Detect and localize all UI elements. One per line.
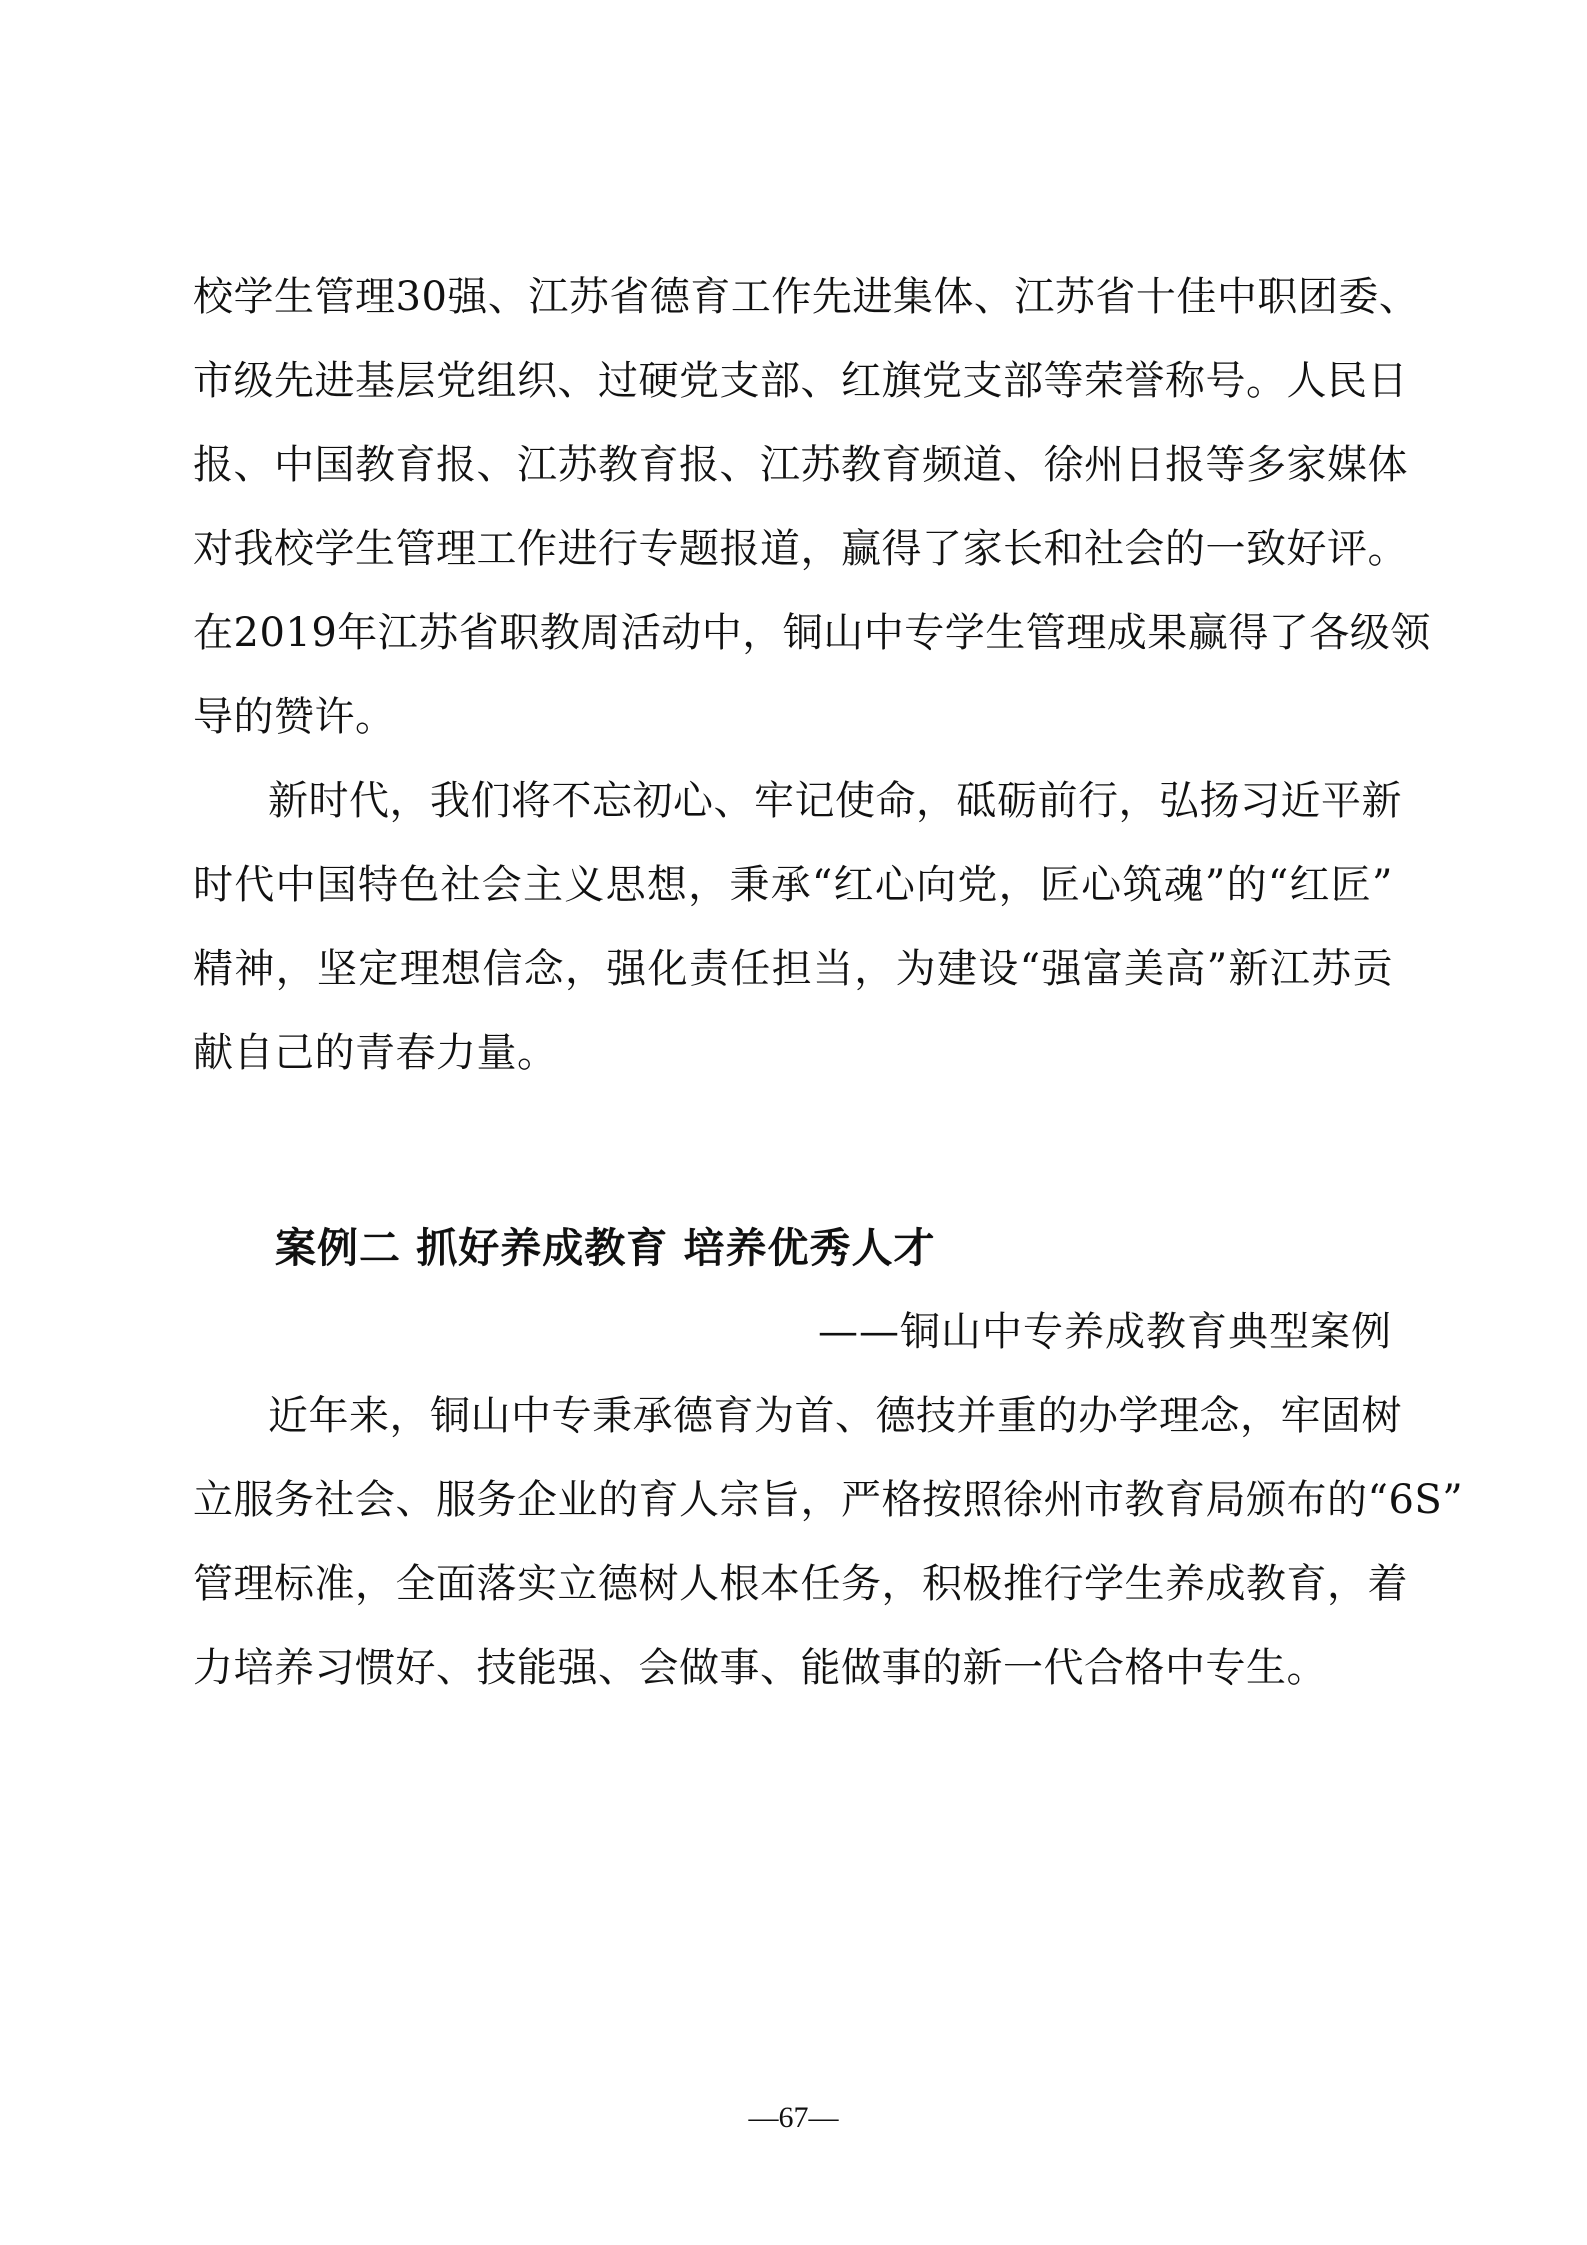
paragraph-line: 力培养习惯好、技能强、会做事、能做事的新一代合格中专生。 [193, 1645, 1327, 1691]
page-number: —67— [748, 2101, 839, 2134]
case-subtitle: ——铜山中专养成教育典型案例 [818, 1309, 1392, 1355]
paragraph-line: 新时代，我们将不忘初心、牢记使命，砥砺前行，弘扬习近平新 [268, 778, 1402, 824]
paragraph-line: 导的赞许。 [193, 694, 396, 740]
case-title: 案例二 抓好养成教育 培养优秀人才 [275, 1224, 936, 1272]
paragraph-line: 献自己的青春力量。 [193, 1030, 558, 1076]
paragraph-line: 校学生管理30强、江苏省德育工作先进集体、江苏省十佳中职团委、 [193, 274, 1420, 320]
paragraph-line: 市级先进基层党组织、过硬党支部、红旗党支部等荣誉称号。人民日 [193, 358, 1408, 404]
paragraph-line: 精神，坚定理想信念，强化责任担当，为建设“强富美高”新江苏贡 [193, 946, 1393, 992]
paragraph-line: 管理标准，全面落实立德树人根本任务，积极推行学生养成教育，着 [193, 1561, 1408, 1607]
paragraph-line: 近年来，铜山中专秉承德育为首、德技并重的办学理念，牢固树 [268, 1393, 1402, 1439]
paragraph-line: 立服务社会、服务企业的育人宗旨，严格按照徐州市教育局颁布的“6S” [193, 1477, 1464, 1523]
paragraph-line: 时代中国特色社会主义思想，秉承“红心向党，匠心筑魂”的“红匠” [193, 862, 1393, 908]
paragraph-line: 报、中国教育报、江苏教育报、江苏教育频道、徐州日报等多家媒体 [193, 442, 1408, 488]
paragraph-line: 对我校学生管理工作进行专题报道，赢得了家长和社会的一致好评。 [193, 526, 1408, 572]
paragraph-line: 在2019年江苏省职教周活动中，铜山中专学生管理成果赢得了各级领 [193, 610, 1431, 656]
